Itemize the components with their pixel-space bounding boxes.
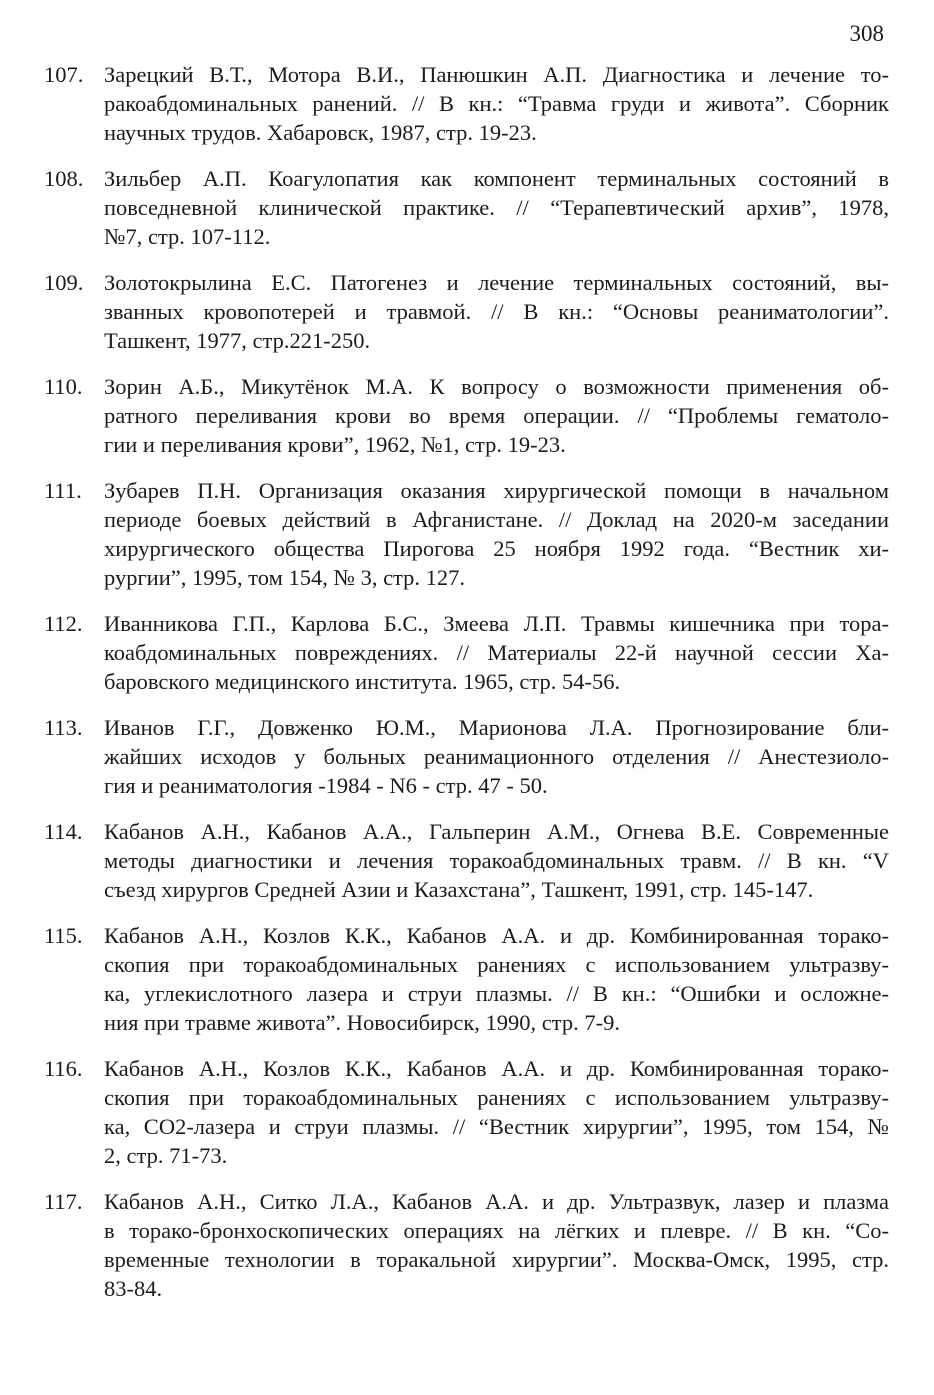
- reference-line: №7, стр. 107-112.: [104, 224, 271, 249]
- reference-line: ка, углекислотного лазера и струи плазмы. // В кн.: “Ошибки и осложне-: [104, 981, 889, 1006]
- reference-item: [44, 1187, 889, 1303]
- reference-item: [44, 60, 889, 147]
- reference-line: званных кровопотерей и травмой. // В кн.: “Основы реаниматологии”.: [104, 299, 889, 324]
- reference-line: ратного переливания крови во время операции. // “Проблемы гематоло-: [104, 403, 889, 428]
- reference-line: Кабанов А.Н., Ситко Л.А., Кабанов А.А. и др. Ультразвук, лазер и плазма: [104, 1189, 889, 1214]
- reference-item: [44, 164, 889, 251]
- reference-item: [44, 476, 889, 592]
- reference-line: баровского медицинского института. 1965, стр. 54-56.: [104, 669, 621, 694]
- reference-item: [44, 609, 889, 696]
- reference-text: [104, 1054, 889, 1170]
- reference-line: ракоабдоминальных ранений. // В кн.: “Травма груди и живота”. Сборник: [104, 91, 889, 116]
- reference-line: Золотокрылина Е.С. Патогенез и лечение терминальных состояний, вы-: [104, 270, 889, 295]
- reference-line: Ташкент, 1977, стр.221-250.: [104, 328, 371, 353]
- reference-line: периоде боевых действий в Афганистане. // Доклад на 2020-м заседании: [104, 507, 889, 532]
- reference-text: [104, 609, 889, 696]
- reference-number: 112.: [44, 611, 83, 636]
- reference-line: 83-84.: [104, 1276, 163, 1301]
- page-number: 308: [849, 21, 884, 46]
- reference-number: 114.: [44, 819, 83, 844]
- reference-item: [44, 713, 889, 800]
- reference-line: временные технологии в торакальной хирургии”. Москва-Омск, 1995, стр.: [104, 1247, 889, 1272]
- reference-text: [104, 817, 889, 904]
- reference-number: 110.: [44, 374, 83, 399]
- reference-text: [104, 713, 889, 800]
- reference-number: 109.: [44, 270, 84, 295]
- reference-line: рургии”, 1995, том 154, № 3, стр. 127.: [104, 565, 466, 590]
- reference-line: методы диагностики и лечения торакоабдоминальных травм. // В кн. “V: [104, 848, 889, 873]
- reference-line: Кабанов А.Н., Кабанов А.А., Гальперин А.М., Огнева В.Е. Современные: [104, 819, 889, 844]
- reference-line: скопия при торакоабдоминальных ранениях с использованием ультразву-: [104, 952, 889, 977]
- reference-item: [44, 268, 889, 355]
- reference-line: 2, стр. 71-73.: [104, 1143, 228, 1168]
- reference-line: гии и переливания крови”, 1962, №1, стр. 19-23.: [104, 432, 566, 457]
- reference-text: [104, 921, 889, 1037]
- reference-number: 107.: [44, 62, 84, 87]
- reference-line: Кабанов А.Н., Козлов К.К., Кабанов А.А. и др. Комбинированная торако-: [104, 923, 889, 948]
- reference-line: Кабанов А.Н., Козлов К.К., Кабанов А.А. и др. Комбинированная торако-: [104, 1056, 889, 1081]
- reference-line: научных трудов. Хабаровск, 1987, стр. 19-23.: [104, 120, 537, 145]
- reference-item: [44, 817, 889, 904]
- reference-line: ка, СО2-лазера и струи плазмы. // “Вестник хирургии”, 1995, том 154, №: [104, 1114, 889, 1139]
- reference-number: 108.: [44, 166, 84, 191]
- reference-line: Зорин А.Б., Микутёнок М.А. К вопросу о возможности применения об-: [104, 374, 889, 399]
- reference-text: [104, 1187, 889, 1303]
- reference-line: гия и реаниматология -1984 - N6 - стр. 47 - 50.: [104, 773, 548, 798]
- reference-text: [104, 476, 889, 592]
- reference-line: Зубарев П.Н. Организация оказания хирургической помощи в начальном: [104, 478, 889, 503]
- reference-number: 117.: [44, 1189, 83, 1214]
- reference-list: [44, 60, 889, 1320]
- reference-line: Иванов Г.Г., Довженко Ю.М., Марионова Л.А. Прогнозирование бли-: [104, 715, 889, 740]
- reference-line: съезд хирургов Средней Азии и Казахстана”, Ташкент, 1991, стр. 145-147.: [104, 877, 814, 902]
- reference-text: [104, 268, 889, 355]
- reference-number: 111.: [44, 478, 82, 503]
- reference-line: Зарецкий В.Т., Мотора В.И., Панюшкин А.П. Диагностика и лечение то-: [104, 62, 889, 87]
- reference-line: в торако-бронхоскопических операциях на лёгких и плевре. // В кн. “Со-: [104, 1218, 889, 1243]
- reference-line: скопия при торакоабдоминальных ранениях с использованием ультразву-: [104, 1085, 889, 1110]
- reference-line: коабдоминальных повреждениях. // Материалы 22-й научной сессии Ха-: [104, 640, 889, 665]
- reference-text: [104, 372, 889, 459]
- reference-number: 116.: [44, 1056, 83, 1081]
- reference-text: [104, 60, 889, 147]
- reference-item: [44, 921, 889, 1037]
- reference-item: [44, 372, 889, 459]
- reference-line: повседневной клинической практике. // “Терапевтический архив”, 1978,: [104, 195, 889, 220]
- reference-line: Зильбер А.П. Коагулопатия как компонент терминальных состояний в: [104, 166, 889, 191]
- reference-item: [44, 1054, 889, 1170]
- reference-number: 113.: [44, 715, 83, 740]
- reference-line: хирургического общества Пирогова 25 ноября 1992 года. “Вестник хи-: [104, 536, 889, 561]
- reference-line: ния при травме живота”. Новосибирск, 1990, стр. 7-9.: [104, 1010, 620, 1035]
- reference-text: [104, 164, 889, 251]
- reference-line: жайших исходов у больных реанимационного отделения // Анестезиоло-: [104, 744, 889, 769]
- reference-number: 115.: [44, 923, 83, 948]
- reference-line: Иванникова Г.П., Карлова Б.С., Змеева Л.П. Травмы кишечника при тора-: [104, 611, 889, 636]
